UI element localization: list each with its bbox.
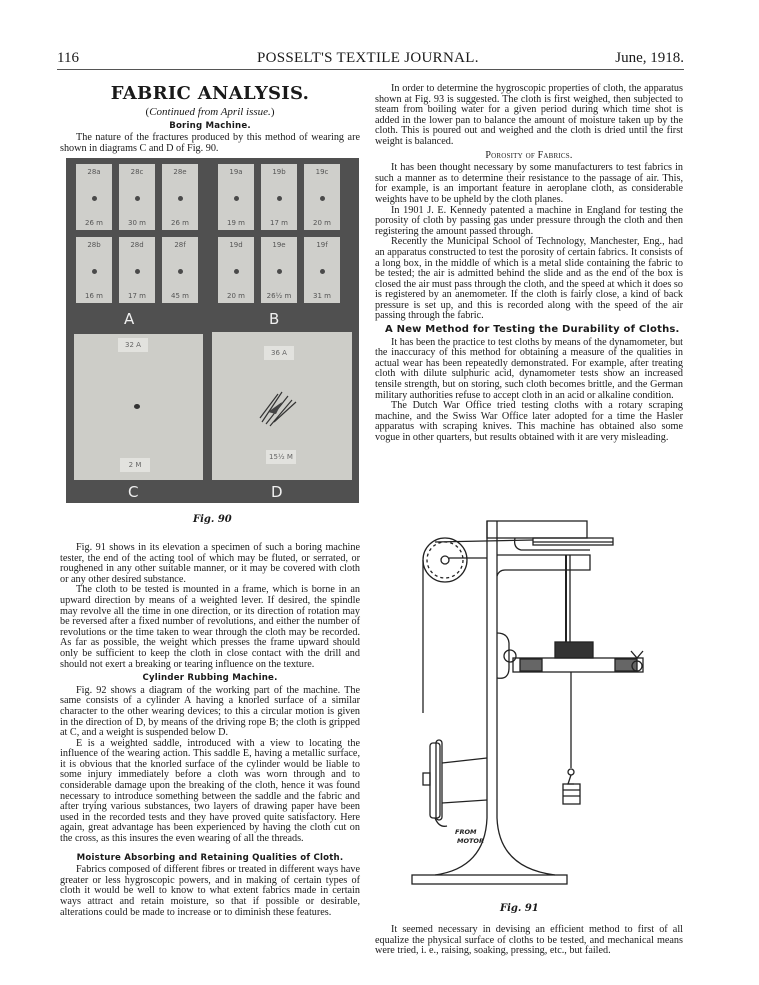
paragraph-fig92: Fig. 92 shows a diagram of the working part of the machine. The same consists of a cylinder A having a knorled surface of a similar character to the other wearing devices; to this a circular motion is given in the direction of D, by means of the driving rope B; the cloth is gripped at C, and a weight is suspended below D.: [60, 684, 360, 739]
swatch-bottom-label: 17 m: [270, 219, 288, 227]
page-number: 116: [57, 50, 79, 66]
issue-date: June, 1918.: [615, 50, 684, 66]
panel-a-swatch: [162, 164, 198, 230]
guide-pulley: [423, 538, 467, 582]
boring-tool: [555, 642, 593, 658]
panel-a-swatch: [76, 164, 112, 230]
fracture-mark: [135, 196, 140, 201]
section-heading-cylinder-rubbing: Cylinder Rubbing Machine.: [142, 673, 278, 684]
article-title: FABRIC ANALYSIS.: [110, 83, 310, 104]
paragraph-dutch-war-office: The Dutch War Office tried testing cloths with a rotary scraping machine, and the Swiss War Office later adopted for a time the Hasler apparatus with scraping knives. This machine has obtained also some vogue in other quarters, but results obtained with it are very misleading.: [375, 400, 683, 443]
paragraph-fig91-description: Fig. 91 shows in its elevation a specimen of such a boring machine tester, the end of the acting tool of which may be fluted, or serrated, or roughened in any other suitable manner, or it may be covered with cloth or any other desired substance.: [60, 542, 360, 585]
column-left-edge: [435, 521, 487, 875]
fracture-mark: [135, 269, 140, 274]
paragraph-manchester: Recently the Municipal School of Technology, Manchester, Eng., had an apparatus constructed to test the porosity of certain fabrics. It consists of a long box, in the middle of which is a metal slide containing the fabric to be tested; the air is admitted behind the slide and as the end of the box is closed the air must pass through the cloth, and the speed at which it does so is registered by an anemometer. If the cloth is fairly close, a kind of back pressure is set up, and this is recorded along with the speed of the air passing through the fabric.: [375, 236, 683, 322]
panel-label-a: A: [124, 310, 135, 328]
panel-d-top-tag: 36 A: [264, 346, 294, 360]
paragraph-moisture: Fabrics composed of different fibres or treated in different ways have greater or less hygroscopic powers, and in making of certain types of cloth it would be well to know to what extent fabrics made in certain ways attract and retain moisture, so that if possible or desirable, alterations could be made to increase or to diminish these features.: [60, 864, 360, 918]
panel-a-swatch: [119, 237, 155, 303]
panel-b-swatch: [218, 237, 254, 303]
panel-a-swatch: [119, 164, 155, 230]
panel-c-bottom-tag: 2 M: [120, 458, 150, 472]
panel-label-d: D: [271, 483, 283, 501]
set-screw: [504, 650, 516, 662]
running-head: [57, 50, 684, 70]
motor-pulley: [430, 743, 440, 818]
head-block: [487, 521, 587, 538]
swatch-top-label: 28b: [87, 241, 101, 249]
section-heading-moisture: Moisture Absorbing and Retaining Qualities of Cloth.: [76, 852, 344, 863]
tear-mark: [252, 382, 312, 432]
fracture-mark: [134, 404, 140, 409]
from-label: FROM: [455, 828, 477, 836]
fracture-mark: [178, 269, 183, 274]
figure-91-caption: Fig. 91: [500, 903, 539, 914]
panel-b-swatch: [304, 164, 340, 230]
right-column-bottom: [375, 925, 683, 957]
swatch-top-label: 19c: [315, 168, 329, 176]
journal-title: POSSELT'S TEXTILE JOURNAL.: [257, 50, 479, 66]
base-plate: [412, 875, 567, 884]
swatch-top-label: 28a: [87, 168, 101, 176]
swatch-bottom-label: 45 m: [171, 292, 189, 300]
motor-label: MOTOR: [457, 837, 484, 845]
continued-note: (Continued from April issue.): [145, 106, 275, 118]
swatch-bottom-label: 19 m: [227, 219, 245, 227]
swatch-bottom-label: 17 m: [128, 292, 146, 300]
panel-a-swatch: [162, 237, 198, 303]
fracture-mark: [234, 269, 239, 274]
swatch-top-label: 19f: [316, 241, 328, 249]
fracture-mark: [320, 196, 325, 201]
right-column-top: [375, 84, 683, 444]
left-column-top: [60, 84, 360, 154]
fracture-mark: [277, 269, 282, 274]
panel-d-sample: [212, 332, 352, 480]
section-heading-durability: A New Method for Testing the Durability of Cloths.: [385, 324, 680, 336]
figure-90-caption: Fig. 90: [193, 514, 232, 525]
panel-a-swatch: [76, 237, 112, 303]
swatch-bottom-label: 30 m: [128, 219, 146, 227]
panel-label-b: B: [269, 310, 280, 328]
paragraph-equalize-surface: It seemed necessary in devising an efficient method to first of all equalize the physical surface of cloths to be tested, and mechanical means were tried, i. e., raising, soaking, pressing, etc., but failed.: [375, 924, 683, 957]
panel-b-swatch: [218, 164, 254, 230]
paragraph-saddle: E is a weighted saddle, introduced with a view to locating the influence of the wearing action. This saddle E, having a metallic surface, it is obvious that the knorled surface of the cylinder would be liable to some injury immediately before a cloth was worn through and to considerable damage upon the breaking of the cloth, hence it was found necessary to introduce something between the saddle and the fabric and after trying various substances, two layers of drawing paper have been used in the recorded tests and they have proved quite satisfactory. Here again, great advantage has been experienced by having the cloth cut on the cross, as this insures the even wearing of all the threads.: [60, 737, 360, 845]
swatch-bottom-label: 20 m: [313, 219, 331, 227]
swatch-bottom-label: 16 m: [85, 292, 103, 300]
paragraph-boring-intro: The nature of the fractures produced by this method of wearing are shown in diagrams C and D of Fig. 90.: [60, 132, 360, 154]
paragraph-hygroscopic: In order to determine the hygroscopic properties of cloth, the apparatus shown at Fig. 93 is suggested. The cloth is first weighed, then subjected to steam from boiling water for a given period during which time shot is added in the lower pan to balance the amount of moisture taken up by the cloth. This is poured out and weighed and the cloth is dried until the first weight is balanced.: [375, 83, 683, 147]
swatch-bottom-label: 26 m: [171, 219, 189, 227]
panel-c-sample: [74, 334, 203, 480]
panel-b-swatch: [261, 237, 297, 303]
paragraph-dynamometer: It has been the practice to test cloths by means of the dynamometer, but the inaccuracy of this method for obtaining a measure of the qualities in actual wear has been repeatedly demonstrated. For example, after treating cloth with dilute sulphuric acid, dynamometer tests show an increased tensile strength, but on storing, such cloth becomes brittle, and the German military authorities refuse to accept cloth in an acid or alkaline condition.: [375, 336, 683, 401]
figure-91-drawing: [405, 518, 655, 893]
panel-d-bottom-tag: 15½ M: [266, 450, 296, 464]
paragraph-porosity: It has been thought necessary by some manufacturers to test fabrics in such a manner as to determine their resistance to the passage of air. This, for example, is an important feature in aeroplane cloth, as considerable weights have to be upheld by the cloth planes.: [375, 162, 683, 205]
swatch-top-label: 28d: [130, 241, 144, 249]
section-heading-boring-machine: Boring Machine.: [169, 120, 251, 131]
swatch-bottom-label: 20 m: [227, 292, 245, 300]
fracture-mark: [320, 269, 325, 274]
swatch-top-label: 19d: [229, 241, 243, 249]
fracture-mark: [234, 196, 239, 201]
swatch-top-label: 28e: [173, 168, 187, 176]
swatch-bottom-label: 26½ m: [266, 292, 292, 300]
fracture-mark: [277, 196, 282, 201]
column-right-edge: [497, 521, 555, 875]
section-heading-porosity: Porosity of Fabrics.: [485, 149, 573, 161]
figure-90-photo: [66, 158, 359, 503]
swatch-top-label: 19e: [272, 241, 286, 249]
swatch-bottom-label: 31 m: [313, 292, 331, 300]
paragraph-kennedy: In 1901 J. E. Kennedy patented a machine in England for testing the porosity of cloth by passing gas under pressure through the cloth and then registering the amount passed through.: [375, 204, 683, 237]
swatch-top-label: 28f: [174, 241, 186, 249]
panel-c-top-tag: 32 A: [118, 338, 148, 352]
left-column-bottom: [60, 543, 360, 918]
hanging-weight: [563, 784, 580, 804]
fracture-mark: [92, 196, 97, 201]
swatch-top-label: 28c: [130, 168, 144, 176]
swatch-top-label: 19b: [272, 168, 286, 176]
panel-label-c: C: [128, 483, 139, 501]
swatch-bottom-label: 26 m: [85, 219, 103, 227]
fracture-mark: [92, 269, 97, 274]
fracture-mark: [178, 196, 183, 201]
paragraph-cloth-mounted: The cloth to be tested is mounted in a frame, which is borne in an upward direction by means of a weighted lever. If desired, the spindle may revolve all the time in one direction, or its direction of rotation may be reversed after a fixed number of revolutions, and either the number of revolutions or the time taken to wear through the cloth may be recorded. As far as possible, the weight which presses the frame upward should only be sufficient to keep the cloth in close contact with the drill and should not exert a breaking or tearing influence on the texture.: [60, 584, 360, 670]
panel-b-swatch: [261, 164, 297, 230]
panel-b-swatch: [304, 237, 340, 303]
swatch-top-label: 19a: [229, 168, 243, 176]
